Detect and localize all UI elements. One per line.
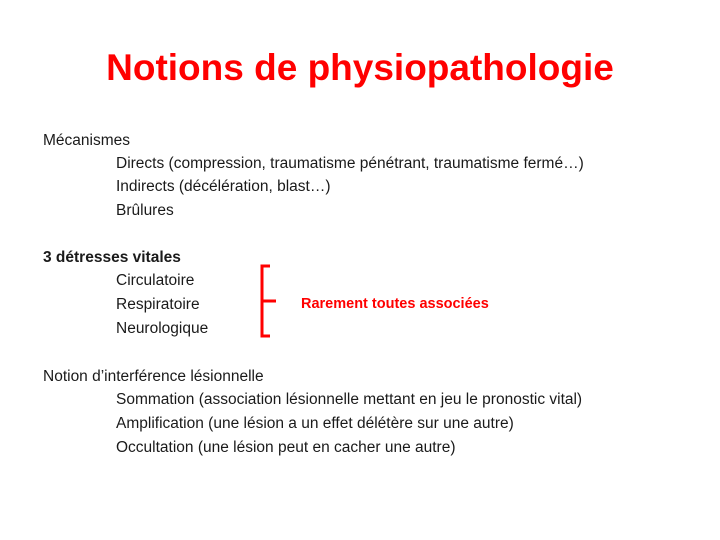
list-item: Amplification (une lésion a un effet délétère sur une autre) — [116, 415, 514, 432]
list-item: Circulatoire — [116, 272, 195, 289]
section-heading-interference: Notion d’interférence lésionnelle — [43, 368, 264, 385]
slide-title: Notions de physiopathologie — [106, 47, 614, 88]
list-item: Directs (compression, traumatisme pénétrant, traumatisme fermé…) — [116, 155, 584, 172]
list-item: Sommation (association lésionnelle mettant en jeu le pronostic vital) — [116, 391, 583, 408]
list-item: Respiratoire — [116, 296, 200, 313]
list-item: Occultation (une lésion peut en cacher une autre) — [116, 439, 456, 456]
list-item: Indirects (décélération, blast…) — [116, 178, 331, 195]
associations-note: Rarement toutes associées — [301, 296, 489, 312]
bracket-icon — [248, 262, 278, 342]
section-heading-mecanismes: Mécanismes — [43, 132, 130, 149]
list-item: Brûlures — [116, 202, 174, 219]
section-heading-detresses: 3 détresses vitales — [43, 249, 181, 266]
list-item: Neurologique — [116, 320, 209, 337]
